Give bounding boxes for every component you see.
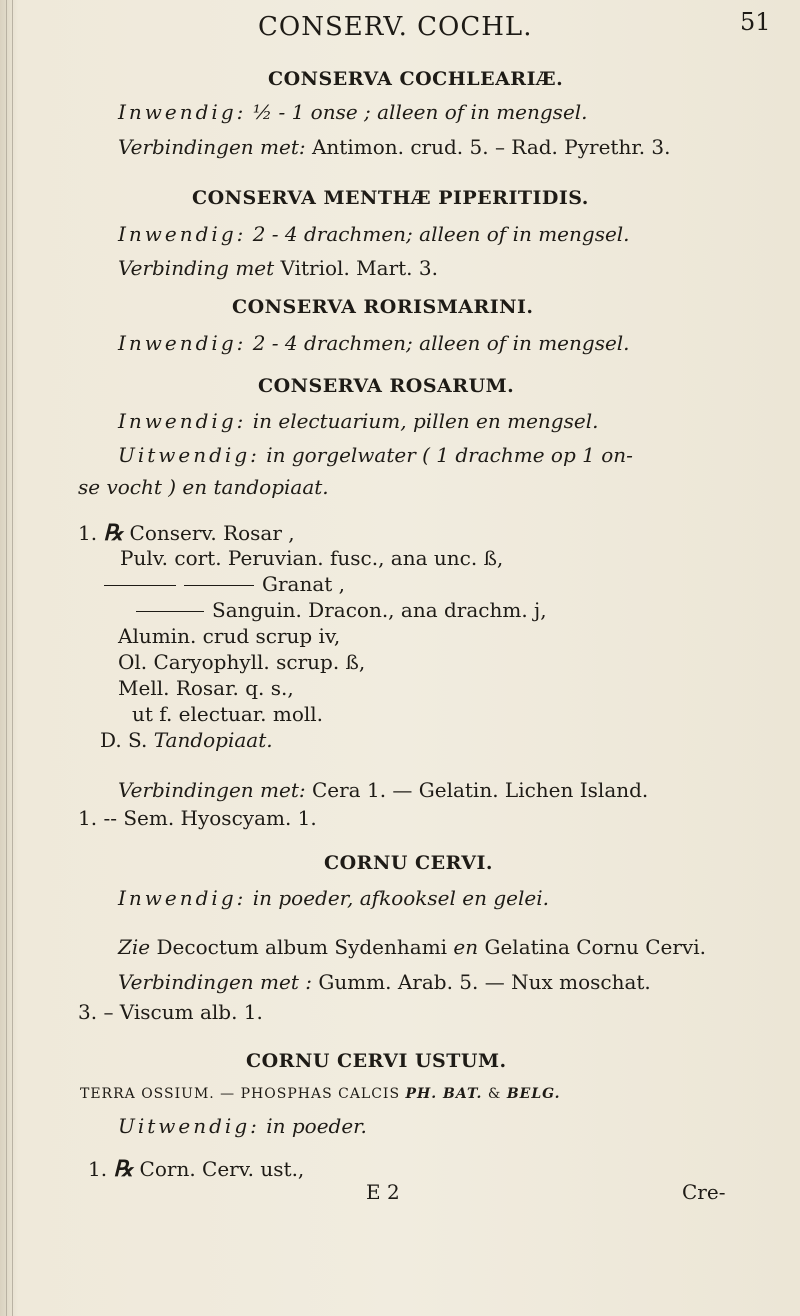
catchword: Cre- — [682, 1180, 726, 1204]
heading-conserva-rorismarini: CONSERVA RORISMARINI. — [232, 296, 534, 318]
reference-text: Decoctum album Sydenhami — [150, 935, 454, 959]
recipe-symbol: ℞ — [113, 1156, 134, 1182]
recipe-line — [104, 572, 345, 596]
recipe-item: Corn. Cerv. ust., — [139, 1157, 305, 1181]
label-inwendig: Inwendig: — [118, 331, 247, 355]
heading-cornu-cervi: CORNU CERVI. — [324, 852, 493, 874]
ditto-dash — [136, 611, 204, 612]
heading-conserva-cochleariae: CONSERVA COCHLEARIÆ. — [268, 68, 564, 90]
usage-text: in gorgelwater ( 1 drachme op 1 on- — [259, 443, 633, 467]
reference-conjunction: en — [453, 935, 479, 959]
text-line — [118, 256, 438, 280]
recipe-line: 1. ℞ Conserv. Rosar , — [78, 520, 295, 546]
text-line: 3. – Viscum alb. 1. — [78, 1000, 263, 1024]
dosage-text: 2 - 4 drachmen; alleen of in mengsel. — [246, 331, 630, 355]
synonyms-line — [80, 1086, 561, 1102]
signa-text: Tandopiaat. — [153, 728, 273, 752]
recipe-signa — [100, 728, 273, 752]
text-line — [118, 409, 598, 433]
text-line — [118, 935, 706, 959]
running-head: CONSERV. COCHL. — [258, 12, 533, 42]
combination-text: Antimon. crud. 5. – Rad. Pyrethr. 3. — [305, 135, 671, 159]
heading-conserva-menthae: CONSERVA MENTHÆ PIPERITIDIS. — [192, 187, 589, 209]
spine-edge-inner — [12, 0, 13, 1316]
label-verbindingen: Verbindingen met: — [118, 778, 306, 802]
text-line — [118, 222, 630, 246]
recipe-item: ut f. electuar. moll. — [132, 702, 324, 726]
text-line — [118, 135, 671, 159]
signa-label: D. S. — [100, 728, 148, 752]
label-verbindingen: Verbindingen met: — [118, 135, 306, 159]
page-number: 51 — [740, 8, 771, 36]
recipe-item: Granat , — [262, 572, 346, 596]
text-line — [118, 100, 588, 124]
text-line — [118, 886, 549, 910]
recipe-line — [136, 598, 547, 622]
recipe-line — [88, 1156, 304, 1182]
heading-cornu-cervi-ustum: CORNU CERVI USTUM. — [246, 1050, 507, 1072]
label-inwendig: Inwendig: — [118, 222, 247, 246]
recipe-item: Ol. Caryophyll. scrup. ß, — [118, 650, 366, 674]
recipe-item: Conserv. Rosar , — [129, 521, 295, 545]
label-verbinding: Verbinding met — [118, 256, 275, 280]
recipe-item: Sanguin. Dracon., ana drachm. j, — [212, 598, 547, 622]
combination-text: Cera 1. — Gelatin. Lichen Island. — [305, 778, 649, 802]
combination-text: Gumm. Arab. 5. — Nux moschat. — [311, 970, 651, 994]
text-line — [118, 1114, 367, 1138]
recipe-item: Pulv. cort. Peruvian. fusc., ana unc. ß, — [120, 546, 504, 570]
ditto-dash — [184, 585, 254, 586]
label-inwendig: Inwendig: — [118, 100, 247, 124]
text-line — [118, 443, 633, 467]
recipe-number: 1. — [88, 1157, 108, 1181]
recipe-symbol: ℞ — [103, 520, 124, 546]
label-inwendig: Inwendig: — [118, 886, 247, 910]
recipe-item: Alumin. crud scrup iv, — [118, 624, 341, 648]
text-line — [118, 778, 648, 802]
text-line — [118, 970, 651, 994]
text-line — [118, 331, 630, 355]
ampersand: & — [482, 1086, 507, 1102]
reference-text: Gelatina Cornu Cervi. — [478, 935, 707, 959]
heading-conserva-rosarum: CONSERVA ROSARUM. — [258, 375, 515, 397]
label-verbindingen: Verbindingen met : — [118, 970, 312, 994]
signature-mark: E 2 — [366, 1180, 400, 1204]
label-uitwendig: Uitwendig: — [118, 1114, 260, 1138]
synonym-text: TERRA OSSIUM. — PHOSPHAS CALCIS — [80, 1086, 406, 1102]
usage-text: in poeder. — [259, 1114, 367, 1138]
pharmacopoeia-abbrev: PH. BAT. — [405, 1086, 483, 1102]
usage-text: in electuarium, pillen en mengsel. — [246, 409, 599, 433]
combination-text: Vitriol. Mart. 3. — [274, 256, 438, 280]
dosage-text: 2 - 4 drachmen; alleen of in mengsel. — [246, 222, 630, 246]
label-inwendig: Inwendig: — [118, 409, 247, 433]
usage-text: in poeder, afkooksel en gelei. — [246, 886, 549, 910]
dosage-text: ½ - 1 onse ; alleen of in mengsel. — [246, 100, 588, 124]
text-line: 1. -- Sem. Hyoscyam. 1. — [78, 806, 317, 830]
ditto-dash — [104, 585, 176, 586]
recipe-item: Mell. Rosar. q. s., — [118, 676, 294, 700]
pharmacopoeia-abbrev: BELG. — [506, 1086, 561, 1102]
label-uitwendig: Uitwendig: — [118, 443, 260, 467]
text-line: se vocht ) en tandopiaat. — [78, 475, 329, 499]
spine-edge — [6, 0, 7, 1316]
label-zie: Zie — [118, 935, 151, 959]
